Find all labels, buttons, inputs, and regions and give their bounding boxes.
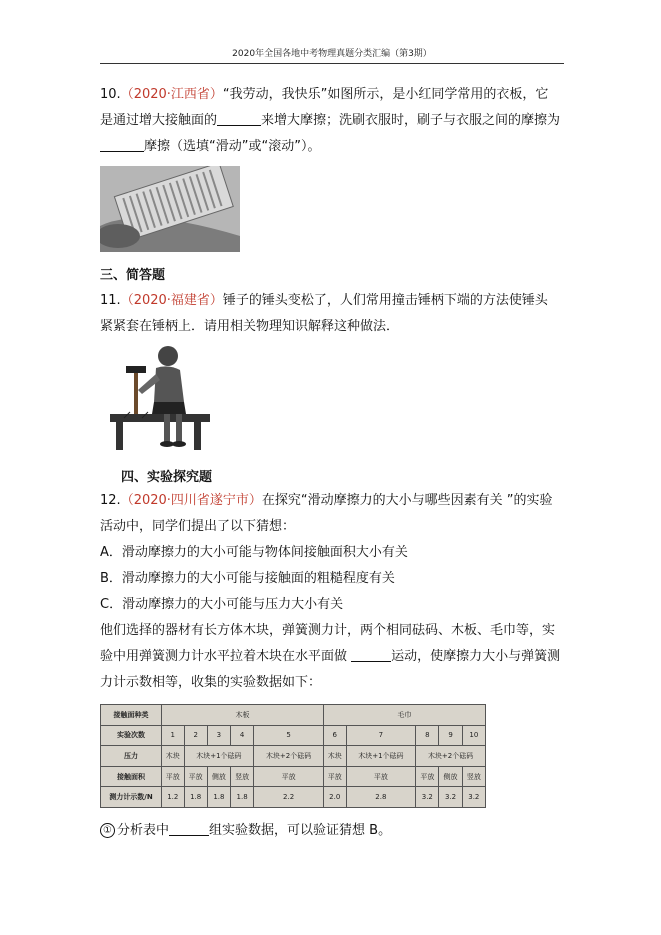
section-4-title: 四、实验探究题 (121, 470, 213, 485)
table-cell: 1.8 (231, 787, 254, 808)
q12-sub1-text-a: 分析表中 (117, 823, 170, 838)
table-cell: 竖放 (231, 766, 254, 787)
table-cell: 接触面种类 (101, 705, 162, 726)
table-cell: 3.2 (462, 787, 485, 808)
table-cell: 1.8 (184, 787, 207, 808)
table-cell: 毛巾 (323, 705, 485, 726)
q10-line2 (100, 108, 564, 134)
table-cell: 平放 (416, 766, 439, 787)
washboard-photo (100, 166, 240, 252)
table-cell: 木板 (162, 705, 324, 726)
table-row (101, 725, 486, 746)
q11-number: 11. (100, 293, 121, 308)
q11-line2: 紧紧套在锤柄上．请用相关物理知识解释这种做法． (100, 319, 400, 334)
q11-text: 锤子的锤头变松了，人们常用撞击锤柄下端的方法使锤头 (222, 293, 548, 308)
table-cell: 2 (184, 725, 207, 746)
table-cell: 接触面积 (101, 766, 162, 787)
q12-blank-2[interactable] (169, 821, 209, 836)
question-11 (100, 288, 564, 340)
table-cell: 1 (162, 725, 185, 746)
q12-text-a: 验中用弹簧测力计水平拉着木块在水平面做 (100, 649, 348, 664)
table-cell: 1.8 (207, 787, 230, 808)
q12-subquestion-1 (100, 818, 564, 844)
page-header: 2020年全国各地中考物理真题分类汇编（第3期） (100, 46, 564, 64)
q12-option-b: B．滑动摩擦力的大小可能与接触面的粗糙程度有关 (100, 571, 395, 586)
table-cell: 2.2 (254, 787, 324, 808)
table-cell: 压力 (101, 746, 162, 767)
table-row (101, 766, 486, 787)
table-cell: 9 (439, 725, 462, 746)
q10-text-a: 是通过增大接触面的 (100, 113, 218, 128)
table-cell: 木块+2个砝码 (416, 746, 486, 767)
q12-number: 12. (100, 493, 121, 508)
table-cell: 10 (462, 725, 485, 746)
q10-source: （2020·江西省） (120, 87, 223, 102)
q10-number: 10. (100, 87, 121, 102)
table-row (101, 787, 486, 808)
q11-source: （2020·福建省） (120, 293, 223, 308)
table-cell: 实验次数 (101, 725, 162, 746)
table-cell: 平放 (162, 766, 185, 787)
q12-line2: 活动中，同学们提出了以下猜想： (100, 519, 296, 534)
q10-text: “我劳动，我快乐”如图所示，是小红同学常用的衣板，它 (222, 87, 549, 102)
q11-line1 (100, 288, 564, 314)
table-cell: 1.2 (162, 787, 185, 808)
table-cell: 平放 (254, 766, 324, 787)
q10-text-b: 来增大摩擦；洗刷衣服时，刷子与衣服之间的摩擦为 (261, 113, 561, 128)
table-cell: 侧放 (439, 766, 462, 787)
table-cell: 7 (346, 725, 416, 746)
q12-option-c: C．滑动摩擦力的大小可能与压力大小有关 (100, 597, 344, 612)
q10-line1 (100, 82, 564, 108)
table-cell: 2.0 (323, 787, 346, 808)
section-3-title: 三、简答题 (100, 268, 166, 283)
table-cell: 平放 (323, 766, 346, 787)
table-cell: 木块 (323, 746, 346, 767)
table-cell: 平放 (184, 766, 207, 787)
table-cell: 木块+1个砝码 (184, 746, 254, 767)
experiment-data-table (100, 704, 486, 808)
table-cell: 木块+2个砝码 (254, 746, 324, 767)
q12-text-b: 运动，使摩擦力大小与弹簧测 (391, 649, 561, 664)
table-cell: 木块+1个砝码 (346, 746, 416, 767)
table-cell: 3.2 (439, 787, 462, 808)
table-cell: 竖放 (462, 766, 485, 787)
table-cell: 6 (323, 725, 346, 746)
circled-one-marker: ① (100, 823, 115, 838)
table-row (101, 746, 486, 767)
table-cell: 侧放 (207, 766, 230, 787)
q10-blank-1[interactable] (217, 111, 261, 126)
hammer-illustration (104, 340, 216, 452)
table-cell: 测力计示数/N (101, 787, 162, 808)
q12-line1 (100, 488, 564, 514)
q12-option-a: A．滑动摩擦力的大小可能与物体间接触面积大小有关 (100, 545, 408, 560)
table-cell: 3.2 (416, 787, 439, 808)
table-cell: 5 (254, 725, 324, 746)
table-cell: 木块 (162, 746, 185, 767)
table-cell: 4 (231, 725, 254, 746)
question-10 (100, 82, 564, 160)
table-cell: 平放 (346, 766, 416, 787)
table-cell: 3 (207, 725, 230, 746)
q10-text-c: 摩擦（选填“滑动”或“滚动”）。 (144, 139, 321, 154)
q12-line3: 他们选择的器材有长方体木块，弹簧测力计，两个相同砝码、木板、毛巾等，实 (100, 623, 556, 638)
table-row (101, 705, 486, 726)
q12-line5: 力计示数相等，收集的实验数据如下： (100, 675, 322, 690)
q10-blank-2[interactable] (100, 137, 144, 152)
question-12 (100, 488, 564, 696)
q12-source: （2020·四川省遂宁市） (120, 493, 262, 508)
q12-text: 在探究“滑动摩擦力的大小与哪些因素有关 ”的实验 (261, 493, 553, 508)
table-cell: 2.8 (346, 787, 416, 808)
q12-line4 (100, 644, 564, 670)
q12-blank-1[interactable] (351, 647, 391, 662)
q10-line3 (100, 134, 564, 160)
q12-sub1-text-b: 组实验数据，可以验证猜想 B。 (209, 823, 392, 838)
table-cell: 8 (416, 725, 439, 746)
